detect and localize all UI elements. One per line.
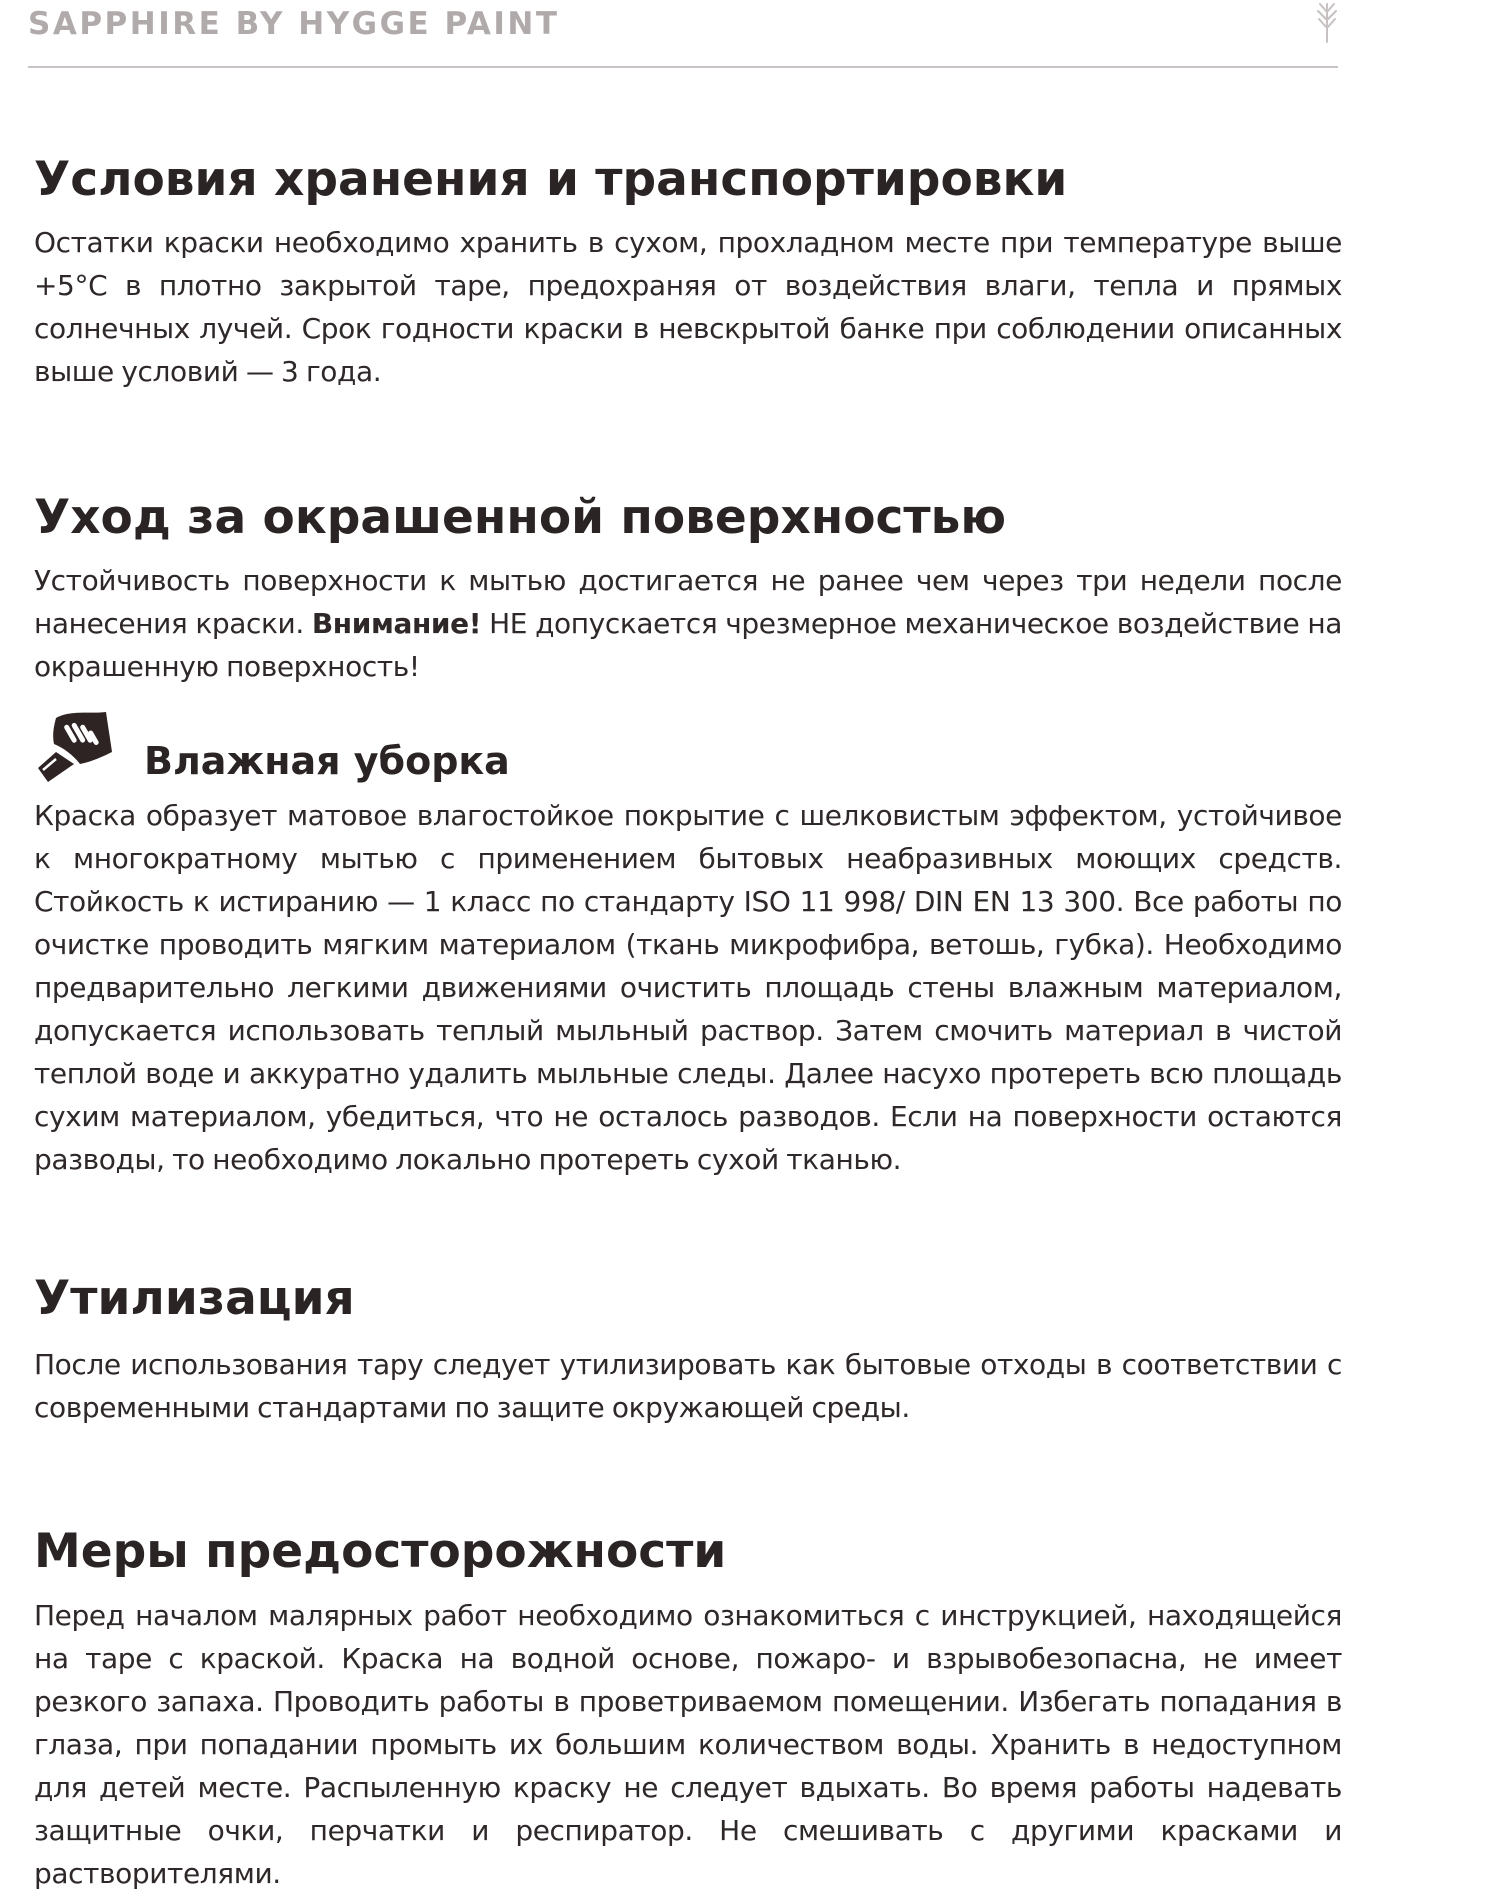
storage-heading: Условия хранения и транспортировки: [34, 152, 1068, 207]
storage-text: Остатки краски необходимо хранить в сухом, прохладном месте при температуре выше +5°С в плотно закрытой таре, предохраняя от воздействия влаги, тепла и прямых солнечных лучей. Срок годности краски в невскрытой банке при соблюдении описанных выше условий — 3 года.: [34, 226, 1342, 388]
precautions-heading: Меры предосторожности: [34, 1524, 727, 1579]
brand-name: SAPPHIRE BY HYGGE PAINT: [28, 6, 560, 42]
disposal-heading: Утилизация: [34, 1271, 355, 1326]
header-divider: [28, 66, 1338, 68]
wet-cleaning-header: [34, 708, 634, 788]
wet-cleaning-text: Краска образует матовое влагостойкое покрытие с шелковистым эффектом, устойчивое к многократному мытью с применением бытовых неабразивных моющих средств. Стойкость к истиранию — 1 класс по стандарту ISO 11 998/ DIN EN 13 300. Все работы по очистке проводить мягким материалом (ткань микрофибра, ветошь, губка). Необходимо предварительно легкими движениями очистить площадь стены влажным материалом, допускается использовать теплый мыльный раствор. Затем смочить материал в чистой теплой воде и аккуратно удалить мыльные следы. Далее насухо протереть всю площадь сухим материалом, убедиться, что не осталось разводов. Если на поверхности остаются разводы, то необходимо локально протереть сухой тканью.: [34, 799, 1342, 1176]
precautions-text: Перед началом малярных работ необходимо ознакомиться с инструкцией, находящейся на таре с краской. Краска на водной основе, пожаро- и взрывобезопасна, не имеет резкого запаха. Проводить работы в проветриваемом помещении. Избегать попадания в глаза, при попадании промыть их большим количеством воды. Хранить в недоступном для детей месте. Распыленную краску не следует вдыхать. Во время работы надевать защитные очки, перчатки и респиратор. Не смешивать с другими красками и растворителями.: [34, 1599, 1342, 1890]
disposal-text: После использования тару следует утилизировать как бытовые отходы в соответствии с современными стандартами по защите окружающей среды.: [34, 1348, 1342, 1424]
care-text-warning: НЕ допускается чрезмерное механическое воздействие на окрашенную поверхность!: [34, 607, 1342, 683]
warning-label: Внимание!: [311, 607, 482, 640]
leaf-logo-icon: [1312, 0, 1342, 44]
page-header: [28, 0, 1338, 68]
cleaning-cloth-hand-icon: [34, 708, 114, 784]
care-heading: Уход за окрашенной поверхностью: [34, 490, 1007, 545]
care-text-intro: Устойчивость поверхности к мытью достигается не ранее чем через три недели после нанесения краски.: [34, 564, 1342, 640]
wet-cleaning-heading: Влажная уборка: [144, 739, 510, 783]
care-text: [34, 559, 1342, 688]
